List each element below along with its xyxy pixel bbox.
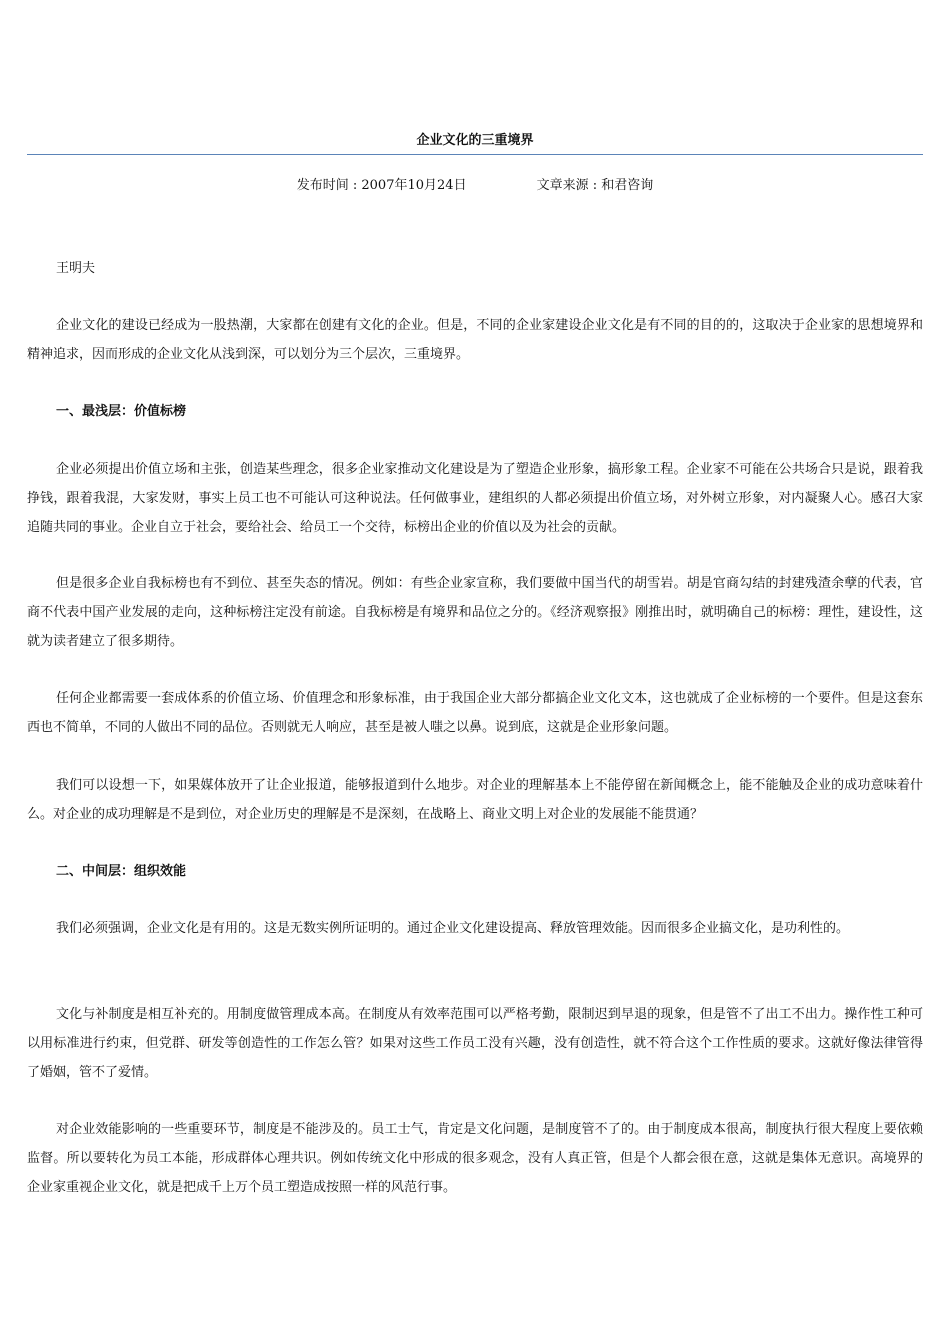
section1-paragraph-1: 企业必须提出价值立场和主张，创造某些理念，很多企业家推动文化建设是为了塑造企业形象，搞形象工程。企业家不可能在公共场合只是说，跟着我挣钱，跟着我混，大家发财，事实上员工也不可能认可这种说法。任何做事业，建组织的人都必须提出价值立场，对外树立形象，对内凝聚人心。感召大家追随共同的事业。企业自立于社会，要给社会、给员工一个交待，标榜出企业的价值以及为社会的贡献。 bbox=[27, 462, 923, 535]
section2-paragraph-1: 我们必须强调，企业文化是有用的。这是无数实例所证明的。通过企业文化建设提高、释放管理效能。因而很多企业搞文化，是功利性的。 bbox=[56, 921, 850, 936]
title-divider bbox=[27, 154, 923, 155]
section2-paragraph-2: 文化与补制度是相互补充的。用制度做管理成本高。在制度从有效率范围可以严格考勤，限制迟到早退的现象，但是管不了出工不出力。操作性工种可以用标准进行约束，但党群、研发等创造性的工作怎么管？如果对这些工作员工没有兴趣，没有创造性，就不符合这个工作性质的要求。这就好像法律管得了婚姻，管不了爱情。 bbox=[27, 1007, 923, 1080]
article-meta bbox=[27, 176, 923, 196]
section1-paragraph-4: 我们可以设想一下，如果媒体放开了让企业报道，能够报道到什么地步。对企业的理解基本上不能停留在新闻概念上，能不能触及企业的成功意味着什么。对企业的成功理解是不是到位，对企业历史的理解是不是深刻，在战略上、商业文明上对企业的发展能不能贯通？ bbox=[27, 778, 923, 822]
author-name: 王明夫 bbox=[56, 261, 96, 276]
intro-paragraph: 企业文化的建设已经成为一股热潮，大家都在创建有文化的企业。但是，不同的企业家建设企业文化是有不同的目的的，这取决于企业家的思想境界和精神追求，因而形成的企业文化从浅到深，可以划分为三个层次，三重境界。 bbox=[27, 318, 923, 362]
section-heading-2: 二、中间层：组织效能 bbox=[56, 864, 187, 879]
section-heading-1: 一、最浅层：价值标榜 bbox=[56, 404, 187, 419]
article-title: 企业文化的三重境界 bbox=[416, 133, 534, 148]
section1-paragraph-2: 但是很多企业自我标榜也有不到位、甚至失态的情况。例如：有些企业家宣称，我们要做中国当代的胡雪岩。胡是官商勾结的封建残渣余孽的代表，官商不代表中国产业发展的走向，这种标榜注定没有前途。自我标榜是有境界和品位之分的。《经济观察报》刚推出时，就明确自己的标榜：理性，建设性，这就为读者建立了很多期待。 bbox=[27, 576, 923, 649]
section2-paragraph-3: 对企业效能影响的一些重要环节，制度是不能涉及的。员工士气，肯定是文化问题，是制度管不了的。由于制度成本很高，制度执行很大程度上要依赖监督。所以要转化为员工本能，形成群体心理共识。例如传统文化中形成的很多观念，没有人真正管，但是个人都会很在意，这就是集体无意识。高境界的企业家重视企业文化，就是把成千上万个员工塑造成按照一样的风范行事。 bbox=[27, 1122, 923, 1195]
publish-date: 发布时间 : 2007年10月24日 bbox=[296, 178, 467, 193]
article-source: 文章来源 : 和君咨询 bbox=[536, 178, 654, 193]
section1-paragraph-3: 任何企业都需要一套成体系的价值立场、价值理念和形象标准，由于我国企业大部分都搞企业文化文本，这也就成了企业标榜的一个要件。但是这套东西也不简单，不同的人做出不同的品位。否则就无人响应，甚至是被人嗤之以鼻。说到底，这就是企业形象问题。 bbox=[27, 691, 923, 735]
